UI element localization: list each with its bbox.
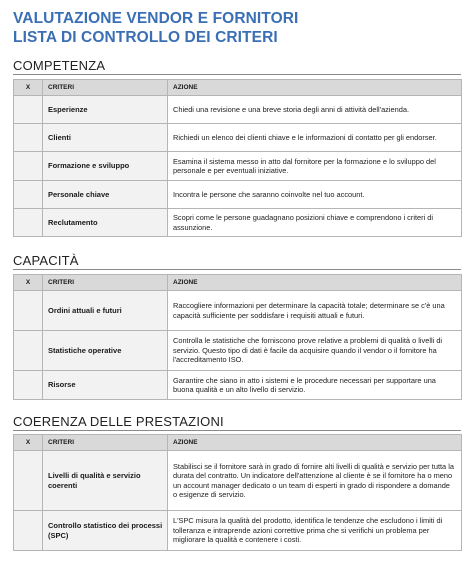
checkbox-cell[interactable] bbox=[14, 451, 43, 511]
criterio-cell: Reclutamento bbox=[43, 209, 168, 237]
checkbox-cell[interactable] bbox=[14, 209, 43, 237]
azione-cell: Garantire che siano in atto i sistemi e le procedure necessari per supportare una buona qualità e un alto livello di servizio. bbox=[168, 371, 462, 400]
header-criteri: CRITERI bbox=[43, 435, 168, 451]
table-header-row bbox=[14, 275, 462, 291]
azione-cell: Scopri come le persone guadagnano posizioni chiave e comprendono i criteri di assunzione. bbox=[168, 209, 462, 237]
table-row bbox=[14, 371, 462, 400]
document-title bbox=[13, 9, 298, 47]
criterio-cell: Formazione e sviluppo bbox=[43, 152, 168, 181]
section-divider bbox=[13, 74, 461, 75]
criteria-table-capacita bbox=[13, 274, 462, 400]
criterio-cell: Clienti bbox=[43, 124, 168, 152]
table-row bbox=[14, 291, 462, 331]
table-header-row bbox=[14, 80, 462, 96]
table-header-row bbox=[14, 435, 462, 451]
azione-cell: Richiedi un elenco dei clienti chiave e le informazioni di contatto per gli endorser. bbox=[168, 124, 462, 152]
criterio-cell: Controllo statistico dei processi (SPC) bbox=[43, 511, 168, 551]
title-line-2: LISTA DI CONTROLLO DEI CRITERI bbox=[13, 29, 278, 46]
table-row bbox=[14, 451, 462, 511]
table-row bbox=[14, 209, 462, 237]
section-title-coerenza: COERENZA DELLE PRESTAZIONI bbox=[13, 414, 224, 429]
checkbox-cell[interactable] bbox=[14, 291, 43, 331]
table-row bbox=[14, 181, 462, 209]
table-row bbox=[14, 511, 462, 551]
title-line-1: VALUTAZIONE VENDOR E FORNITORI bbox=[13, 10, 299, 27]
azione-cell: Controlla le statistiche che forniscono prove relative a problemi di qualità o livelli di servizio. Questo tipo di dati è facile da acquisire quando il vendor o il fornitore ha l'accreditamento ISO. bbox=[168, 331, 462, 371]
header-x: X bbox=[14, 435, 43, 451]
checkbox-cell[interactable] bbox=[14, 331, 43, 371]
header-criteri: CRITERI bbox=[43, 275, 168, 291]
criteria-table-competenza bbox=[13, 79, 462, 237]
table-row bbox=[14, 152, 462, 181]
checkbox-cell[interactable] bbox=[14, 152, 43, 181]
criteria-table-coerenza bbox=[13, 434, 462, 551]
header-azione: AZIONE bbox=[168, 435, 462, 451]
criterio-cell: Livelli di qualità e servizio coerenti bbox=[43, 451, 168, 511]
checkbox-cell[interactable] bbox=[14, 124, 43, 152]
azione-cell: Raccogliere informazioni per determinare la capacità totale; determinare se c'è una capacità sufficiente per soddisfare i requisiti attuali e futuri. bbox=[168, 291, 462, 331]
header-criteri: CRITERI bbox=[43, 80, 168, 96]
section-divider bbox=[13, 430, 461, 431]
header-azione: AZIONE bbox=[168, 275, 462, 291]
azione-cell: Stabilisci se il fornitore sarà in grado di fornire alti livelli di qualità e servizio per tutta la durata del contratto. Un indicatore dell'attenzione al cliente è se il fornitore ha o meno un account manager dedicato o un team di esperti in grado di rispondere a domande o esigenze di servizio. bbox=[168, 451, 462, 511]
table-row bbox=[14, 124, 462, 152]
azione-cell: Chiedi una revisione e una breve storia degli anni di attività dell'azienda. bbox=[168, 96, 462, 124]
checkbox-cell[interactable] bbox=[14, 96, 43, 124]
checkbox-cell[interactable] bbox=[14, 371, 43, 400]
criterio-cell: Ordini attuali e futuri bbox=[43, 291, 168, 331]
section-title-capacita: CAPACITÀ bbox=[13, 253, 79, 268]
criterio-cell: Personale chiave bbox=[43, 181, 168, 209]
header-x: X bbox=[14, 275, 43, 291]
section-title-competenza: COMPETENZA bbox=[13, 58, 106, 73]
criterio-cell: Statistiche operative bbox=[43, 331, 168, 371]
checkbox-cell[interactable] bbox=[14, 511, 43, 551]
table-row bbox=[14, 331, 462, 371]
table-row bbox=[14, 96, 462, 124]
header-azione: AZIONE bbox=[168, 80, 462, 96]
criterio-cell: Esperienze bbox=[43, 96, 168, 124]
checkbox-cell[interactable] bbox=[14, 181, 43, 209]
azione-cell: Esamina il sistema messo in atto dal fornitore per la formazione e lo sviluppo del personale e per eventuali iniziative. bbox=[168, 152, 462, 181]
section-divider bbox=[13, 269, 461, 270]
header-x: X bbox=[14, 80, 43, 96]
criterio-cell: Risorse bbox=[43, 371, 168, 400]
azione-cell: Incontra le persone che saranno coinvolte nel tuo account. bbox=[168, 181, 462, 209]
azione-cell: L'SPC misura la qualità del prodotto, identifica le tendenze che escludono i limiti di tolleranza e intraprende azioni correttive prima che si verifichi un problema per migliorare la qualità e contenere i costi. bbox=[168, 511, 462, 551]
